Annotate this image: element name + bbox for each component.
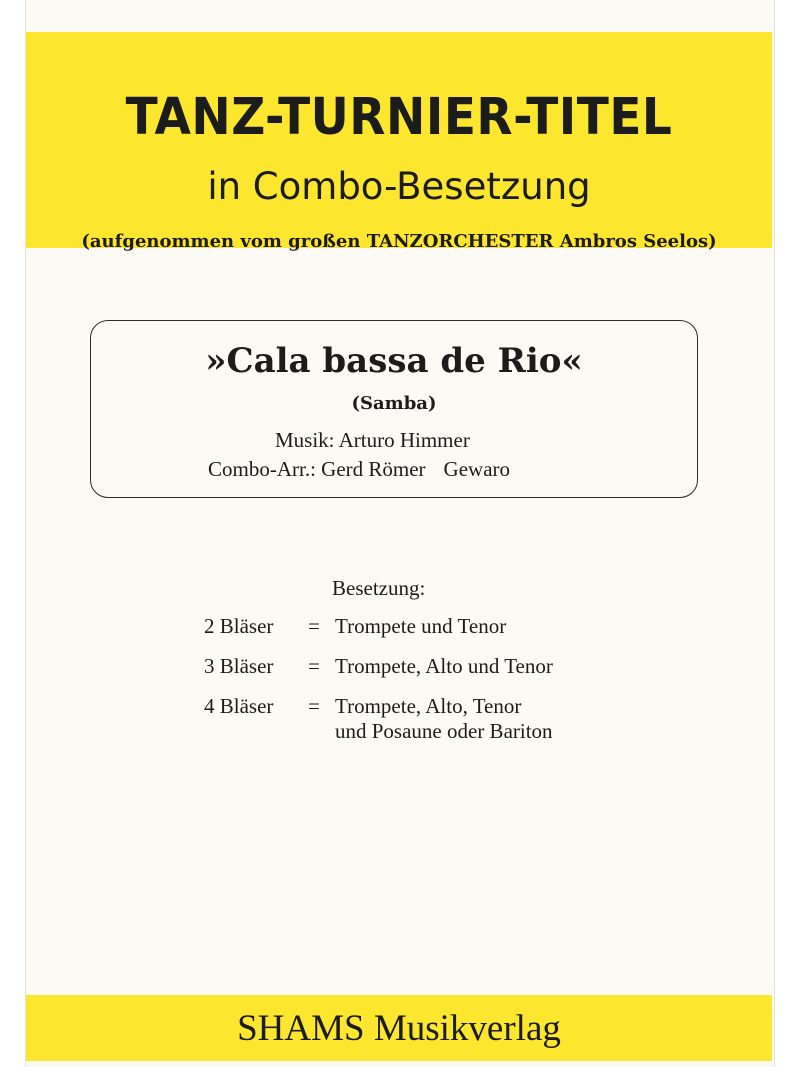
arrangement-credit bbox=[208, 457, 510, 482]
equals-sign: = bbox=[308, 614, 320, 638]
page-subtitle: in Combo-Besetzung bbox=[207, 165, 591, 208]
piece-genre: (Samba) bbox=[351, 393, 437, 414]
music-credit: Musik: Arturo Himmer bbox=[275, 428, 470, 452]
piece-info-box bbox=[90, 320, 698, 498]
instrument-description: Trompete und Tenor bbox=[335, 614, 507, 638]
instrument-count: 4 Bläser bbox=[204, 694, 274, 718]
equals-sign: = bbox=[308, 654, 320, 678]
equals-sign: = bbox=[308, 694, 320, 718]
arranger-publisher: Gewaro bbox=[443, 457, 511, 481]
instrumentation-heading: Besetzung: bbox=[332, 576, 426, 600]
instrument-description-continued: und Posaune oder Bariton bbox=[335, 719, 553, 743]
instrument-count: 2 Bläser bbox=[204, 614, 274, 638]
header-band bbox=[26, 32, 772, 252]
instrument-description: Trompete, Alto und Tenor bbox=[335, 654, 553, 678]
piece-title: »Cala bassa de Rio« bbox=[205, 341, 583, 381]
instrument-count: 3 Bläser bbox=[204, 654, 274, 678]
publisher-name: SHAMS Musikverlag bbox=[237, 1008, 561, 1049]
arrangement-credit-text: Combo-Arr.: Gerd Römer bbox=[208, 457, 426, 481]
recorded-by-note: (aufgenommen vom großen TANZORCHESTER Ambros Seelos) bbox=[81, 231, 717, 252]
footer-band bbox=[26, 995, 772, 1061]
instrument-description: Trompete, Alto, Tenor bbox=[335, 694, 522, 718]
page-title: TANZ-TURNIER-TITEL bbox=[125, 87, 673, 148]
